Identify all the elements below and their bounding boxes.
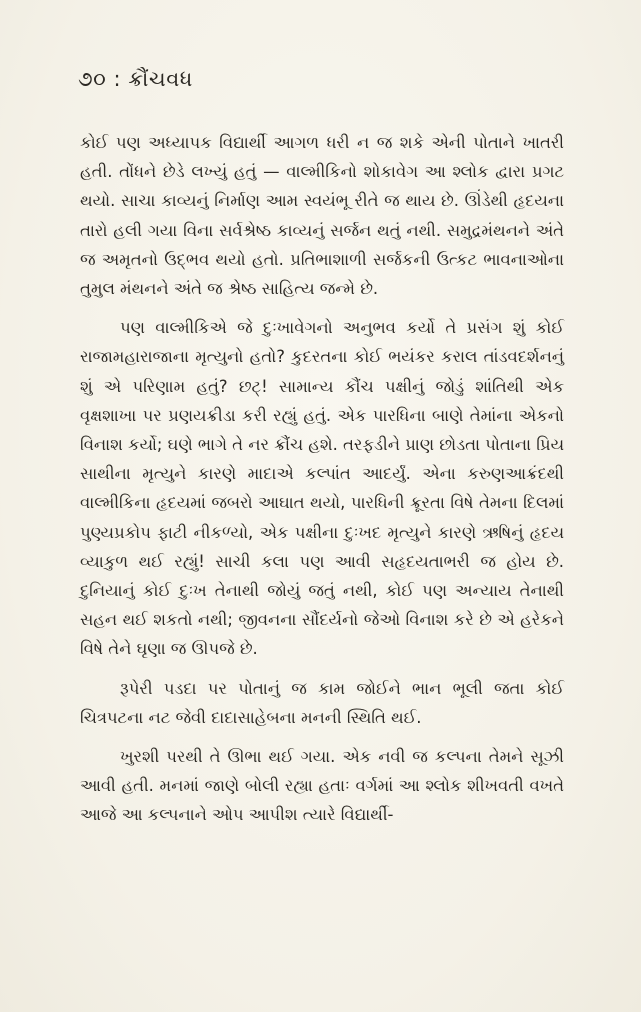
paragraph-2: પણ વાલ્મીકિએ જે દુઃખાવેગનો અનુભવ કર્યો તે પ્રસંગ શું કોઈ રાજામહારાજાના મૃત્યુનો હતો? કુદરતના કોઈ ભયંકર કરાલ તાંડવદર્શનનું શું એ પરિણામ હતું? છટ્! સામાન્ય કૌંચ પક્ષીનું જોડું શાંતિથી એક વૃક્ષશાખા પર પ્રણયક્રીડા કરી રહ્યું હતું. એક પારધિના બાણે તેમાંના એકનો વિનાશ કર્યો; ઘણે ભાગે તે નર ક્રૌંચ હશે. તરફડીને પ્રાણ છોડતા પોતાના પ્રિય સાથીના મૃત્યુને કારણે માદાએ કલ્પાંત આદર્યું. એના કરુણઆક્રંદથી વાલ્મીકિના હૃદયમાં જબરો આઘાત થયો, પારધિની ક્રૂરતા વિષે તેમના દિલમાં પુણ્યપ્રકોપ ફાટી નીકળ્યો, એક પક્ષીના દુઃખદ મૃત્યુને કારણે ઋષિનું હૃદય વ્યાકુળ થઈ રહ્યું! સાચી કલા પણ આવી સહૃદયતાભરી જ હોય છે. દુનિયાનું કોઈ દુઃખ તેનાથી જોયું જતું નથી, કોઈ પણ અન્યાય તેનાથી સહન થઈ શકતો નથી; જીવનના સૌંદર્યનો જેઓ વિનાશ કરે છે એ હરેકને વિષે તેને ઘૃણા જ ઊપજે છે. [80,318,564,659]
paragraph-3: રૂપેરી પડદા પર પોતાનું જ કામ જોઈને ભાન ભૂલી જતા કોઈ ચિત્રપટના નટ જેવી દાદાસાહેબના મનની સ્થિતિ થઈ. [80,678,564,727]
paragraph-4: ખુરશી પરથી તે ઊભા થઈ ગયા. એક નવી જ કલ્પના તેમને સૂઝી આવી હતી. મનમાં જાણે બોલી રહ્યા હતાઃ વર્ગમાં આ શ્લોક શીખવતી વખતે આજે આ કલ્પનાને ઓપ આપીશ ત્યારે વિદ્યાર્થી- [80,747,564,825]
book-title: ક્રૌંચવધ [128,67,193,91]
body-text [80,128,564,830]
paragraph-1: કોઈ પણ અધ્યાપક વિદ્યાર્થી આગળ ધરી ન જ શકે એની પોતાને ખાતરી હતી. તોંધને છેડે લખ્યું હતું — વાલ્મીકિનો શોકાવેગ આ શ્લોક દ્વારા પ્રગટ થયો. સાચા કાવ્યનું નિર્માણ આમ સ્વયંભૂ રીતે જ થાય છે. ઊંડેથી હૃદયના તારો હલી ગયા વિના સર્વશ્રેષ્ઠ કાવ્યનું સર્જન થતું નથી. સમુદ્રમંથનને અંતે જ અમૃતનો ઉદ્ભવ થયો હતો. પ્રતિભાશાળી સર્જકની ઉત્કટ ભાવનાઓના તુમુલ મંથનને અંતે જ શ્રેષ્ઠ સાહિત્ય જન્મે છે. [80,133,564,299]
page-number: ૭૦ [78,67,107,91]
header-separator: : [113,67,122,91]
running-header [78,63,193,95]
